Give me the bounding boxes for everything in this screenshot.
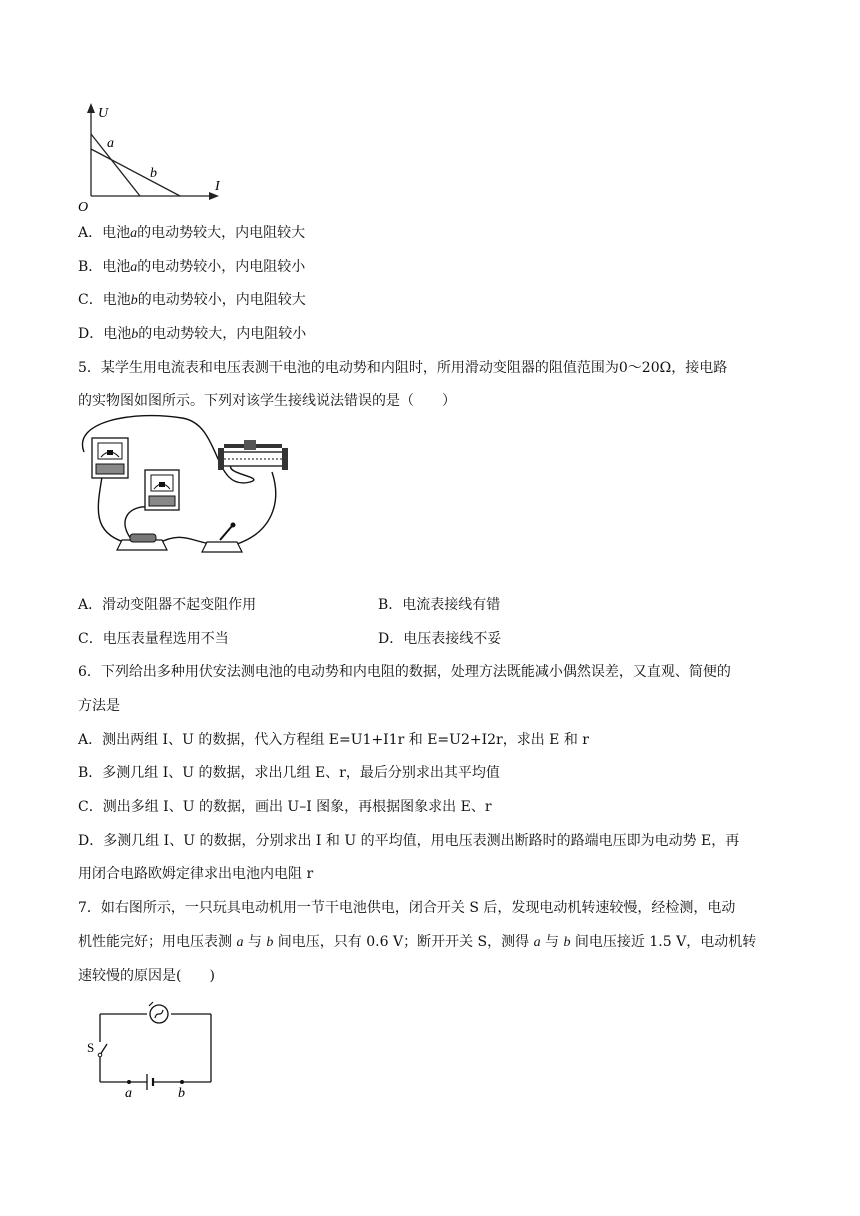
q7-stem-line2: 机性能完好；用电压表测 a 与 b 间电压，只有 0.6 V；断开开关 S，测得 a 与 b 间电压接近 1.5 V，电动机转 xyxy=(78,934,757,950)
point-a xyxy=(127,1080,131,1084)
q5-circuit-photo xyxy=(72,412,302,562)
q5-option-b: B．电流表接线有错 xyxy=(378,597,501,613)
switch-label: S xyxy=(87,1040,95,1055)
q4-option-b: B．电池a的电动势较小，内电阻较小 xyxy=(78,259,306,275)
q6-option-a: A．测出两组 I、U 的数据，代入方程组 E=U1+I1r 和 E=U2+I2r，求出 E 和 r xyxy=(78,732,589,748)
line-a-label: a xyxy=(107,136,114,151)
u-axis-arrow xyxy=(87,103,95,113)
switch-contact xyxy=(98,1053,102,1057)
q5-stem-line1: 5．某学生用电流表和电压表测干电池的电动势和内阻时，所用滑动变阻器的阻值范围为0～20Ω，接电路 xyxy=(78,360,728,376)
switch xyxy=(202,523,242,553)
q5-option-d: D．电压表接线不妥 xyxy=(378,631,502,647)
q6-stem-line1: 6．下列给出多种用伏安法测电池的电动势和内电阻的数据，处理方法既能减小偶然误差，又直观、简便的 xyxy=(78,664,731,680)
line-a xyxy=(91,134,140,196)
q5-stem-line2: 的实物图如图所示。下列对该学生接线说法错误的是（ ） xyxy=(78,393,456,409)
ui-graph xyxy=(70,95,230,225)
q6-stem-line2: 方法是 xyxy=(78,698,120,714)
wire-bottom xyxy=(157,537,212,544)
q5-option-c: C．电压表量程选用不当 xyxy=(78,631,229,647)
q7-stem-line3: 速较慢的原因是( ) xyxy=(78,968,215,984)
wire-left xyxy=(98,477,124,542)
q4-option-a: A．电池a的电动势较大，内电阻较大 xyxy=(78,225,306,241)
ammeter xyxy=(92,438,128,478)
motor-tick xyxy=(149,1002,153,1006)
battery xyxy=(117,534,167,550)
voltmeter xyxy=(145,470,179,510)
i-axis-label: I xyxy=(215,179,220,194)
u-axis-label: U xyxy=(98,106,109,121)
q5-option-a: A．滑动变阻器不起变阻作用 xyxy=(78,597,257,613)
q7-circuit-diagram xyxy=(85,1000,235,1100)
rheostat xyxy=(218,440,288,470)
q6-option-d-line1: D．多测几组 I、U 的数据，分别求出 I 和 U 的平均值，用电压表测出断路时的路端电压即为电动势 E，再 xyxy=(78,833,740,849)
point-b xyxy=(180,1080,184,1084)
origin-label: O xyxy=(78,200,89,215)
point-b-label: b xyxy=(178,1086,185,1100)
q4-option-d: D．电池b的电动势较大，内电阻较小 xyxy=(78,326,307,342)
line-b xyxy=(91,149,180,196)
q6-option-c: C．测出多组 I、U 的数据，画出 U–I 图象，再根据图象求出 E、r xyxy=(78,799,492,815)
q6-option-b: B．多测几组 I、U 的数据，求出几组 E、r，最后分别求出其平均值 xyxy=(78,765,500,781)
q6-option-d-line2: 用闭合电路欧姆定律求出电池内电阻 r xyxy=(78,866,314,882)
line-b-label: b xyxy=(150,166,157,181)
point-a-label: a xyxy=(125,1086,132,1100)
q4-option-c: C．电池b的电动势较小，内电阻较大 xyxy=(78,292,306,308)
q7-stem-line1: 7．如右图所示，一只玩具电动机用一节干电池供电，闭合开关 S 后，发现电动机转速较慢，经检测，电动 xyxy=(78,900,736,916)
